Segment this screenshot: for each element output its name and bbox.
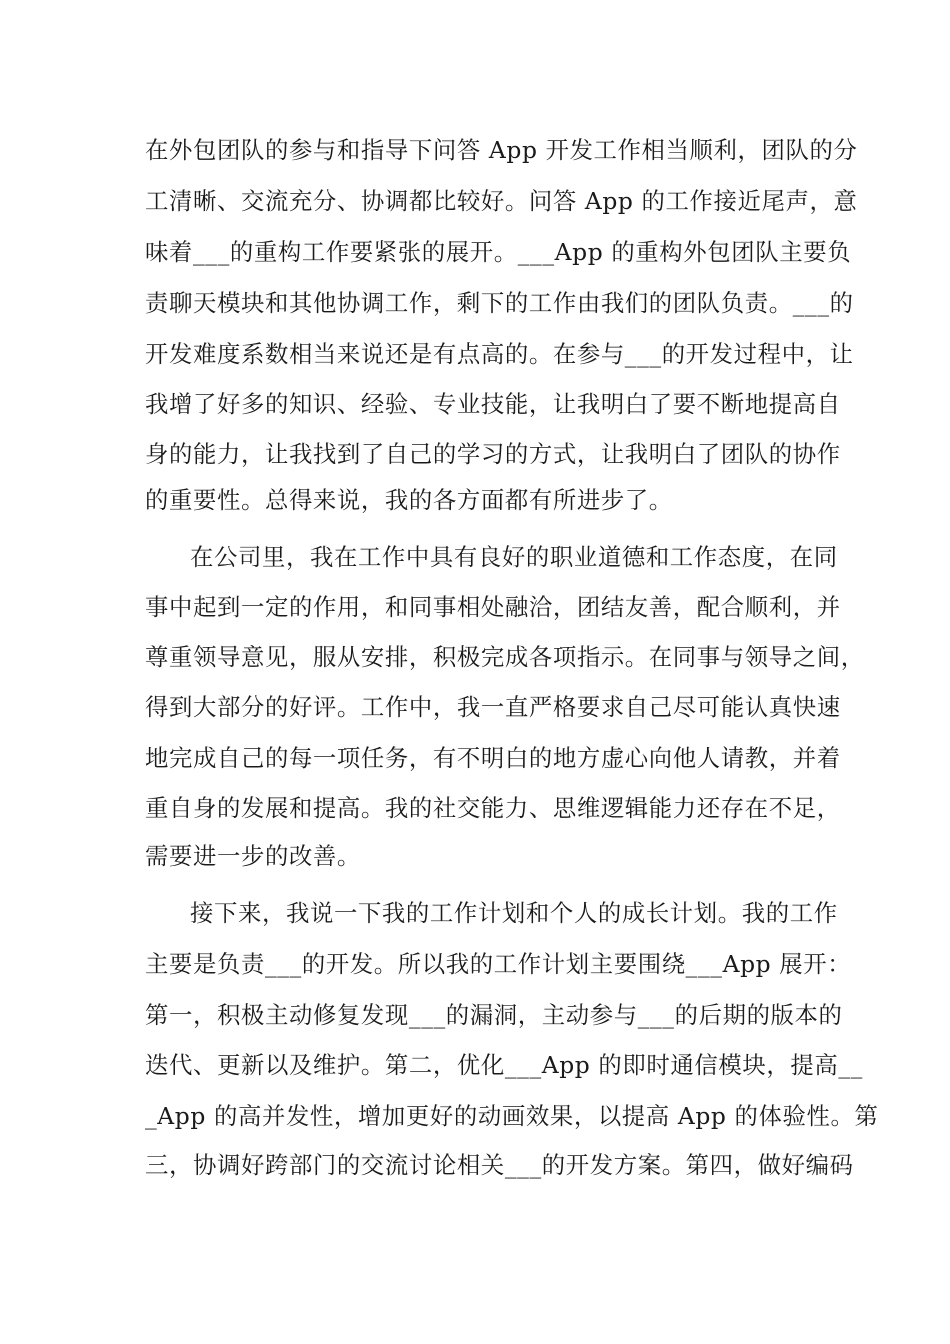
paragraph-line: _App 的高并发性，增加更好的动画效果，以提高 App 的体验性。第 <box>145 1102 879 1130</box>
paragraph-line: 需要进一步的改善。 <box>145 842 361 870</box>
paragraph-line: 主要是负责___的开发。所以我的工作计划主要围绕___App 展开： <box>145 950 852 978</box>
paragraph-line: 三，协调好跨部门的交流讨论相关___的开发方案。第四，做好编码 <box>145 1151 854 1179</box>
paragraph-line: 身的能力，让我找到了自己的学习的方式，让我明白了团队的协作 <box>145 440 841 468</box>
paragraph-line: 重自身的发展和提高。我的社交能力、思维逻辑能力还存在不足， <box>145 794 841 822</box>
paragraph-first-line: 在公司里，我在工作中具有良好的职业道德和工作态度，在同 <box>190 543 838 571</box>
paragraph-line: 开发难度系数相当来说还是有点高的。在参与___的开发过程中，让 <box>145 340 854 368</box>
paragraph-line: 地完成自己的每一项任务，有不明白的地方虚心向他人请教，并着 <box>145 744 841 772</box>
paragraph-line: 我增了好多的知识、经验、专业技能，让我明白了要不断地提高自 <box>145 390 841 418</box>
paragraph-line: 工清晰、交流充分、协调都比较好。问答 App 的工作接近尾声，意 <box>145 187 858 215</box>
paragraph-line: 味着___的重构工作要紧张的展开。___App 的重构外包团队主要负 <box>145 238 852 266</box>
paragraph-line: 尊重领导意见，服从安排，积极完成各项指示。在同事与领导之间， <box>145 643 865 671</box>
paragraph-line: 责聊天模块和其他协调工作，剩下的工作由我们的团队负责。___的 <box>145 289 854 317</box>
paragraph-line: 第一，积极主动修复发现___的漏洞，主动参与___的后期的版本的 <box>145 1001 843 1029</box>
paragraph-line: 迭代、更新以及维护。第二，优化___App 的即时通信模块，提高__ <box>145 1051 863 1079</box>
paragraph-first-line: 接下来，我说一下我的工作计划和个人的成长计划。我的工作 <box>190 899 838 927</box>
paragraph-line: 得到大部分的好评。工作中，我一直严格要求自己尽可能认真快速 <box>145 693 841 721</box>
paragraph-line: 的重要性。总得来说，我的各方面都有所进步了。 <box>145 486 673 514</box>
paragraph-line: 在外包团队的参与和指导下问答 App 开发工作相当顺利，团队的分 <box>145 136 858 164</box>
paragraph-line: 事中起到一定的作用，和同事相处融洽，团结友善，配合顺利，并 <box>145 593 841 621</box>
